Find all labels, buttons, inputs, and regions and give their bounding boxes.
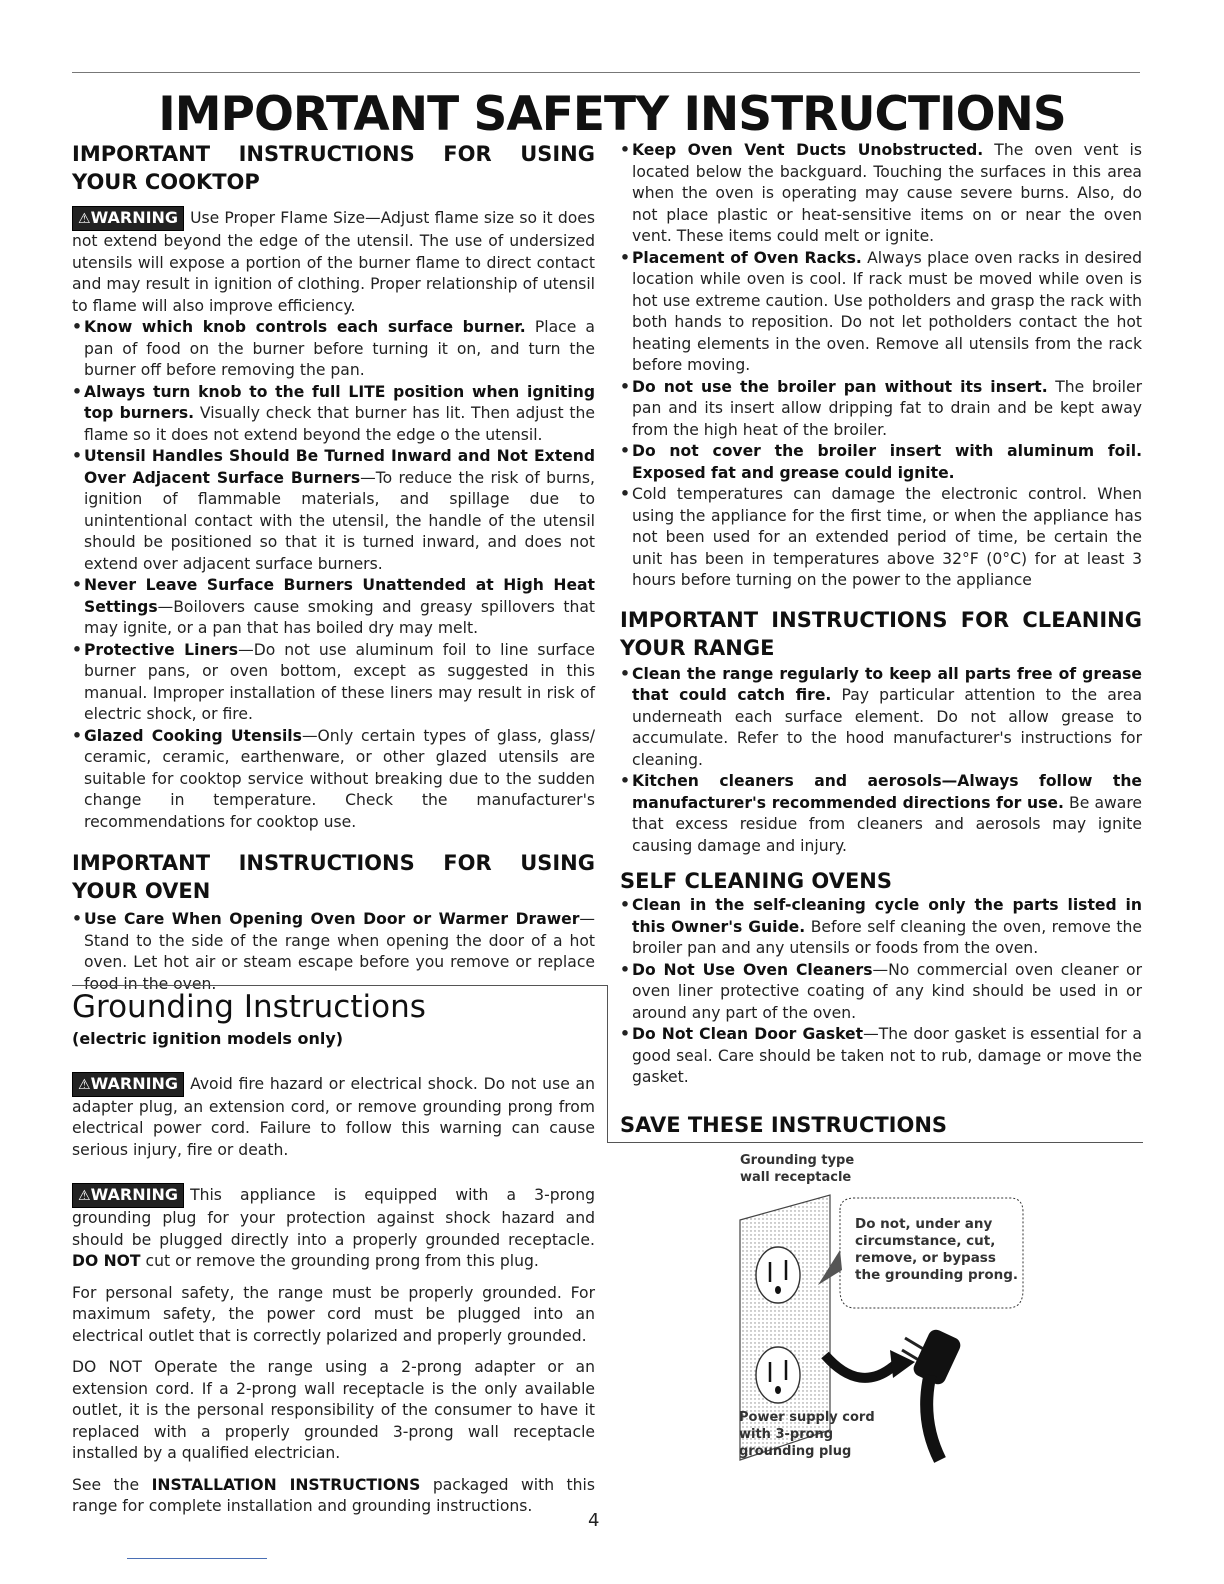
oven-heading: IMPORTANT INSTRUCTIONS FOR USING YOUR OVEN [72,851,595,903]
grounding-warning-2: ⚠WARNING This appliance is equipped with a 3-prong grounding plug for your protection against shock hazard and should be plugged directly into a properly grounded receptacle. DO NOT cut or remove the grounding prong from this plug. [72,1185,595,1270]
page-number: 4 [588,1510,600,1531]
right-column [620,140,1142,1139]
plug-icon [902,1327,963,1460]
list-item: • Do Not Use Oven Cleaners—No commercial oven cleaner or oven liner protective coating of any kind should be used in or around any part of the oven. [620,960,1142,1025]
grounding-para-2: DO NOT Operate the range using a 2-prong adapter or an extension cord. If a 2-prong wall receptacle is the only available outlet, it is the personal responsibility of the consumer to have it replaced with a properly grounded 3-prong wall receptacle installed by a qualified electrician. [72,1358,595,1462]
cord-label: Power supply cord with 3-prong grounding plug [739,1410,875,1459]
list-item: • Do not cover the broiler insert with aluminum foil. Exposed fat and grease could ignite. [620,441,1142,484]
grounding-bottom-rule [607,1142,1143,1143]
cleaning-heading: IMPORTANT INSTRUCTIONS FOR CLEANING YOUR RANGE [620,607,1142,660]
list-item: • Know which knob controls each surface burner. Place a pan of food on the burner before turning it on, and turn the burner off before removing the pan. [72,317,595,382]
grounding-warning-1: ⚠WARNING Avoid fire hazard or electrical shock. Do not use an adapter plug, an extension cord, or remove grounding prong from electrical power cord. Failure to follow this warning can cause serious injury, fire or death. [72,1073,595,1159]
cooktop-intro: ⚠WARNING Use Proper Flame Size—Adjust flame size so it does not extend beyond the edge of the utensil. The use of undersized utensils will expose a portion of the burner flame to direct contact and may result in ignition of clothing. Proper relationship of utensil to flame will also improve efficiency. [72,208,595,315]
arrow-icon [825,1350,915,1378]
receptacle-label: Grounding type wall receptacle [740,1153,855,1185]
list-item: • Kitchen cleaners and aerosols—Always follow the manufacturer's recommended directions for use. Be aware that excess residue from cleaners and aerosols may ignite causing damage and injury. [620,771,1142,857]
list-item: • Placement of Oven Racks. Always place oven racks in desired location while oven is cool. If rack must be moved while oven is hot use extreme caution. Use potholders and grasp the rack with both hands to reposition. Do not let potholders contact the hot heating elements in the oven. Remove all utensils from the rack before moving. [620,248,1142,377]
warning-badge: ⚠WARNING [72,1183,184,1208]
self-cleaning-heading: SELF CLEANING OVENS [620,869,892,893]
list-item: • Keep Oven Vent Ducts Unobstructed. The oven vent is located below the backguard. Touching the surfaces in this area when the oven is operating may cause severe burns. Also, do not place plastic or heat-sensitive items on or near the oven vent. These items could melt or ignite. [620,140,1142,248]
oven-list [72,909,595,995]
save-instructions: SAVE THESE INSTRUCTIONS [620,1112,948,1137]
grounding-top-rule [72,985,608,986]
warning-triangle-icon: ⚠ [78,1076,91,1093]
cooktop-section [72,140,595,995]
list-item: • Protective Liners—Do not use aluminum foil to line surface burner pans, or oven bottom, except as suggested in this manual. Improper installation of these liners may result in risk of electric shock, or fire. [72,640,595,726]
list-item: • Always turn knob to the full LITE position when igniting top burners. Visually check that burner has lit. Then adjust the flame so it does not extend beyond the edge o the utensil. [72,382,595,447]
cleaning-list [620,664,1142,858]
cooktop-list [72,317,595,833]
top-rule [72,72,1140,73]
footer-rule [127,1558,267,1559]
self-cleaning-list [620,895,1142,1089]
warning-triangle-icon: ⚠ [78,211,91,227]
warning-badge: ⚠WARNING [72,1072,184,1097]
grounding-side-rule [607,985,608,1142]
list-item: • Clean in the self-cleaning cycle only the parts listed in this Owner's Guide. Before self cleaning the oven, remove the broiler pan and any utensils or foods from the oven. [620,895,1142,960]
grounding-para-1: For personal safety, the range must be properly grounded. For maximum safety, the power cord must be plugged into an electrical outlet that is correctly polarized and properly grounded. [72,1283,595,1345]
list-item: • Do Not Clean Door Gasket—The door gasket is essential for a good seal. Care should be taken not to rub, damage or move the gasket. [620,1024,1142,1089]
grounding-para-3: See the INSTALLATION INSTRUCTIONS packaged with this range for complete installation and grounding instructions. [72,1475,596,1515]
cooktop-heading: IMPORTANT INSTRUCTIONS FOR USING YOUR COOKTOP [72,142,595,194]
warning-badge: ⚠WARNING [72,206,184,231]
list-item: • Do not use the broiler pan without its insert. The broiler pan and its insert allow dripping fat to drain and be kept away from the high heat of the broiler. [620,377,1142,442]
grounding-section [72,988,595,1518]
callout-text: Do not, under any circumstance, cut, remove, or bypass the grounding prong. [855,1216,1019,1283]
list-item: • Never Leave Surface Burners Unattended at High Heat Settings—Boilovers cause smoking and greasy spillovers that may ignite, or a pan that has boiled dry may melt. [72,575,595,640]
warning-triangle-icon: ⚠ [78,1188,91,1204]
oven-safety-list [620,140,1142,592]
list-item: • Use Care When Opening Oven Door or Warmer Drawer— Stand to the side of the range when opening the door of a hot oven. Let hot air or steam escape before you remove or replace food in the oven. [72,909,595,995]
list-item: • Utensil Handles Should Be Turned Inward and Not Extend Over Adjacent Surface Burners—To reduce the risk of burns, ignition of flammable materials, and spillage due to unintentional contact with the utensil, the handle of the utensil should be positioned so that it is turned inward, and does not extend over adjacent surface burners. [72,446,595,575]
grounding-subheading: (electric ignition models only) [72,1029,344,1048]
grounding-heading: Grounding Instructions [72,989,426,1025]
page-title: IMPORTANT SAFETY INSTRUCTIONS [158,87,1066,142]
list-item: • Glazed Cooking Utensils—Only certain types of glass, glass/ ceramic, ceramic, earthenware, or other glazed utensils are suitable for cooktop service without breaking due to the sudden change in temperature. Check the manufacturer's recommendations for cooktop use. [72,726,595,834]
list-item: • Clean the range regularly to keep all parts free of grease that could catch fire. Pay particular attention to the area underneath each surface element. Do not allow grease to accumulate. Refer to the hood manufacturer's instructions for cleaning. [620,664,1142,772]
list-item: • Cold temperatures can damage the electronic control. When using the appliance for the first time, or when the appliance has not been used for an extended period of time, be certain the unit has been in temperatures above 32°F (0°C) for at least 3 hours before turning on the power to the appliance [620,484,1142,592]
